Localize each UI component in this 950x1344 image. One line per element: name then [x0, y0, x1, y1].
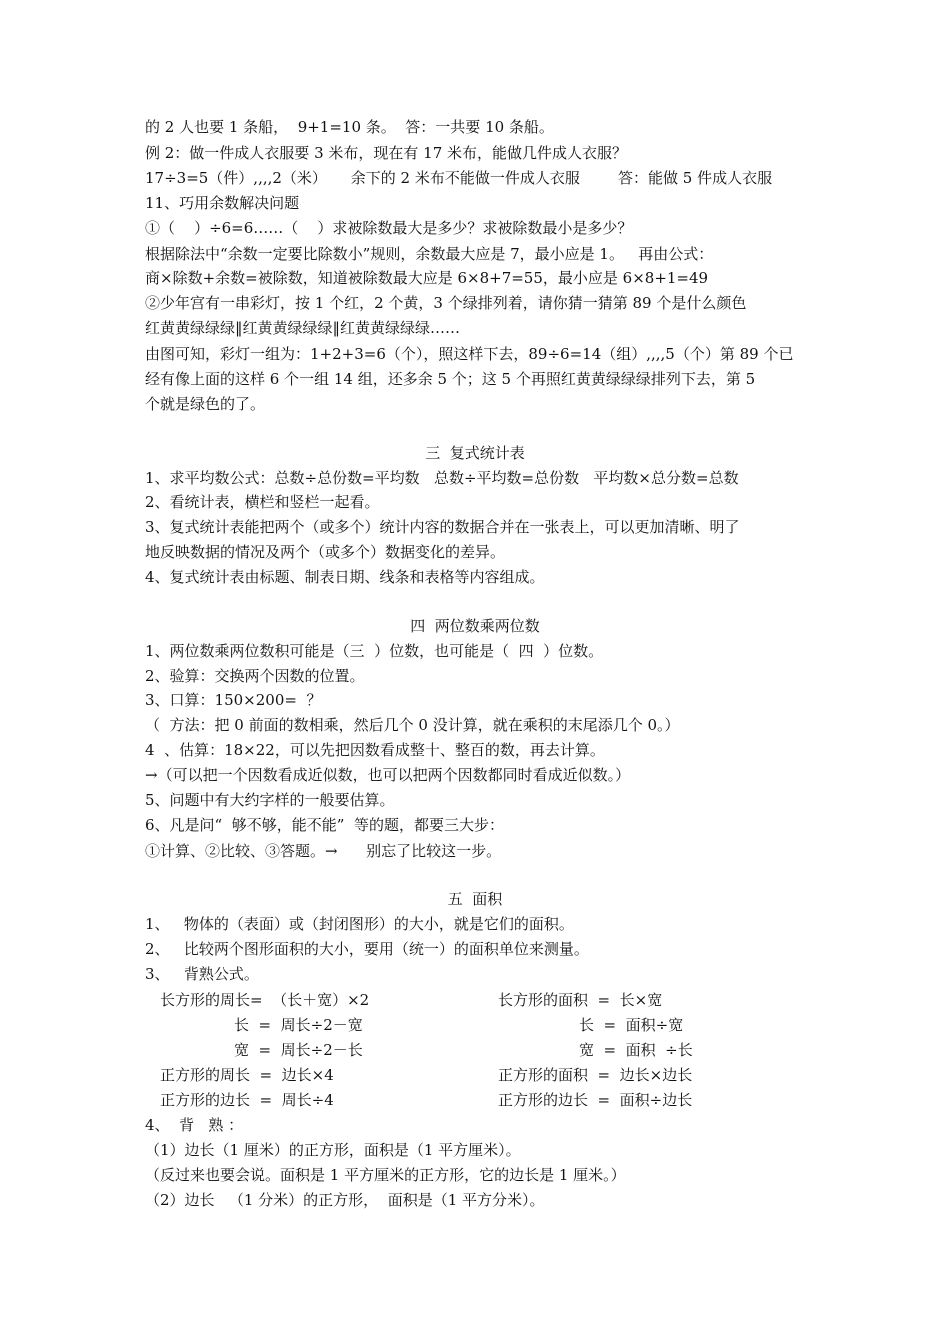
formula-right: 宽 = 面积 ÷长	[579, 1041, 693, 1059]
text-line: →（可以把一个因数看成近似数，也可以把两个因数都同时看成近似数。）	[145, 766, 631, 784]
formula-left: 长方形的周长= （长＋宽）×2	[160, 991, 370, 1009]
formula-right: 正方形的边长 = 面积÷边长	[498, 1091, 693, 1109]
text-line: ①计算、②比较、③答题。→ 别忘了比较这一步。	[145, 842, 502, 860]
formula-left: 宽 = 周长÷2－长	[234, 1041, 363, 1059]
text-line: 2、 比较两个图形面积的大小，要用（统一）的面积单位来测量。	[145, 940, 589, 958]
text-line: （反过来也要会说。面积是 1 平方厘米的正方形，它的边长是 1 厘米。）	[145, 1166, 626, 1184]
formula-right: 长方形的面积 = 长×宽	[498, 991, 663, 1009]
text-line: 4、 背 熟 ：	[145, 1116, 244, 1134]
text-line: 个就是绿色的了。	[145, 395, 266, 413]
text-line: 17÷3=5（件）,,,,2（米） 余下的 2 米布不能做一件成人衣服 答：能做 5 件成人衣服	[145, 169, 773, 187]
text-line: 2、看统计表，横栏和竖栏一起看。	[145, 493, 380, 511]
text-line: 商×除数+余数=被除数，知道被除数最大应是 6×8+7=55，最小应是 6×8+1=49	[145, 269, 709, 287]
formula-left: 长 = 周长÷2－宽	[234, 1016, 363, 1034]
text-line: 4 、估算：18×22，可以先把因数看成整十、整百的数，再去计算。	[145, 741, 605, 759]
formula-left: 正方形的边长 = 周长÷4	[160, 1091, 334, 1109]
text-line: 5、问题中有大约字样的一般要估算。	[145, 791, 395, 809]
text-line: 2、验算：交换两个因数的位置。	[145, 667, 365, 685]
text-line: （1）边长（1 厘米）的正方形，面积是（1 平方厘米）。	[145, 1141, 521, 1159]
text-line: 3、口算：150×200= ？	[145, 691, 322, 709]
formula-right: 长 = 面积÷宽	[579, 1016, 684, 1034]
text-line: 的 2 人也要 1 条船， 9+1=10 条。 答：一共要 10 条船。	[145, 118, 554, 136]
text-line: 地反映数据的情况及两个（或多个）数据变化的差异。	[145, 543, 506, 561]
text-line: （2）边长 （1 分米）的正方形， 面积是（1 平方分米）。	[145, 1191, 545, 1209]
text-line: 6、凡是问“ 够不够，能不能” 等的题，都要三大步：	[145, 816, 504, 834]
text-line: 经有像上面的这样 6 个一组 14 组，还多余 5 个；这 5 个再照红黄黄绿绿绿排列下去，第 5	[145, 370, 756, 388]
text-line: 例 2：做一件成人衣服要 3 米布，现在有 17 米布，能做几件成人衣服？	[145, 144, 628, 162]
text-line: 3、 背熟公式。	[145, 965, 259, 983]
text-line: ②少年宫有一串彩灯，按 1 个红，2 个黄，3 个绿排列着，请你猜一猜第 89 个是什么颜色	[145, 294, 747, 312]
formula-right: 正方形的面积 = 边长×边长	[498, 1066, 693, 1084]
text-line: 红黄黄绿绿绿‖红黄黄绿绿绿‖红黄黄绿绿绿……	[145, 319, 461, 337]
text-line: 1、 物体的（表面）或（封闭图形）的大小，就是它们的面积。	[145, 915, 574, 933]
text-line: ①（ ）÷6=6……（ ）求被除数最大是多少？求被除数最小是多少？	[145, 219, 633, 237]
text-line: 根据除法中“余数一定要比除数小”规则，余数最大应是 7，最小应是 1。 再由公式：	[145, 245, 714, 263]
text-line: 由图可知，彩灯一组为：1+2+3=6（个），照这样下去，89÷6=14（组）,,,,5（个）第 89 个已	[145, 345, 794, 363]
text-line: （ 方法：把 0 前面的数相乘，然后几个 0 没计算，就在乘积的末尾添几个 0。）	[145, 716, 680, 734]
text-line: 4、复式统计表由标题、制表日期、线条和表格等内容组成。	[145, 568, 545, 586]
formula-left: 正方形的周长 = 边长×4	[160, 1066, 334, 1084]
section-title: 五 面积	[447, 890, 503, 908]
text-line: 1、求平均数公式：总数÷总份数=平均数 总数÷平均数=总份数 平均数×总分数=总数	[145, 469, 739, 487]
section-title: 三 复式统计表	[425, 444, 525, 462]
section-title: 四 两位数乘两位数	[410, 617, 540, 635]
text-line: 1、两位数乘两位数积可能是（三 ）位数，也可能是（ 四 ）位数。	[145, 642, 604, 660]
text-line: 3、复式统计表能把两个（或多个）统计内容的数据合并在一张表上，可以更加清晰、明了	[145, 518, 740, 536]
text-line: 11、巧用余数解决问题	[145, 194, 300, 212]
